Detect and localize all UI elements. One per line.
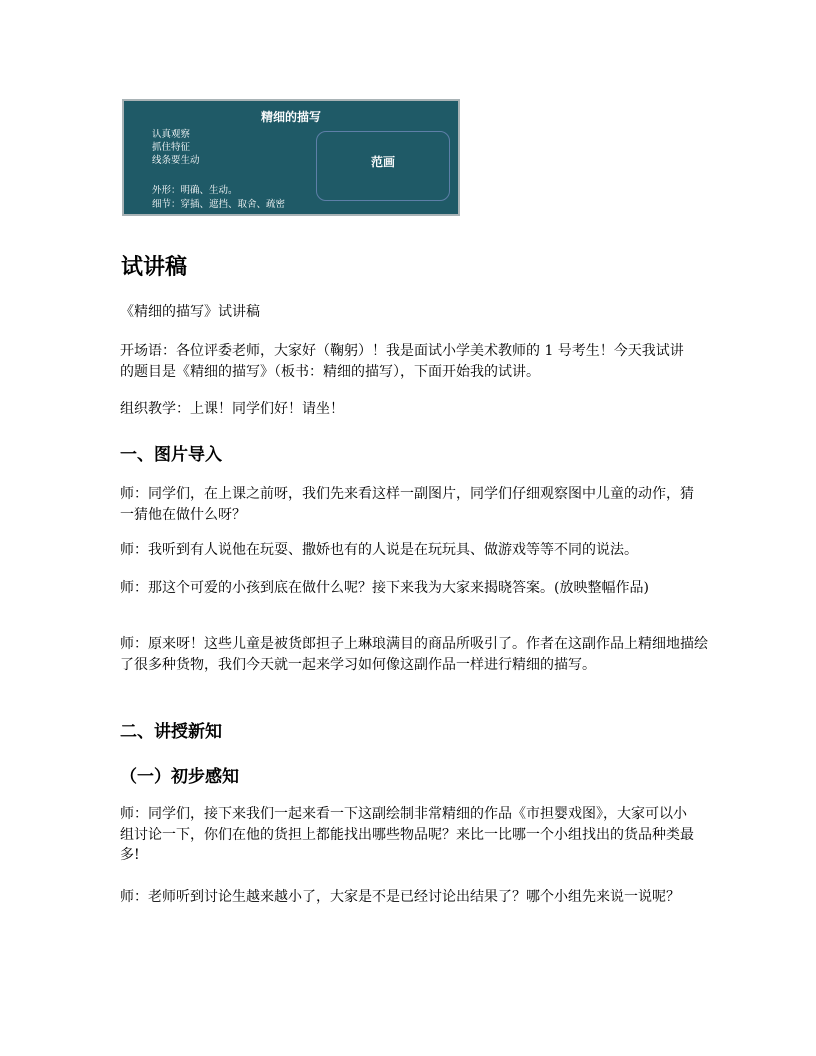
paragraph-4: 师：原来呀！这些儿童是被货郎担子上琳琅满目的商品所吸引了。作者在这副作品上精细地描绘了很多种货物，我们今天就一起来学习如何像这副作品一样进行精细的描写。 (120, 636, 708, 673)
board-title: 精细的描写 (260, 110, 321, 124)
board-line: 认真观察 (152, 129, 191, 140)
blackboard-image (122, 99, 460, 216)
document-title: 试讲稿 (121, 255, 188, 280)
paragraph-1: 师：同学们，在上课之前呀，我们先来看这样一副图片，同学们仔细观察图中儿童的动作，猜一猜他在做什么呀？ (120, 486, 694, 523)
section-heading-2: 二、讲授新知 (120, 722, 222, 742)
board-line: 线条要生动 (152, 155, 200, 166)
sample-drawing-frame (316, 131, 450, 201)
paragraph-6: 师：老师听到讨论生越来越小了，大家是不是已经讨论出结果了？哪个小组先来说一说呢？ (120, 889, 680, 905)
paragraph-5: 师：同学们，接下来我们一起来看一下这副绘制非常精细的作品《市担婴戏图》，大家可以小组讨论一下，你们在他的货担上都能找出哪些物品呢？来比一比哪一个小组找出的货品种类最多! (120, 806, 694, 863)
paragraph-3: 师：那这个可爱的小孩到底在做什么呢？接下来我为大家来揭晓答案。(放映整幅作品) (120, 580, 649, 596)
board-line: 细节：穿插、遮挡、取舍、疏密 (152, 199, 286, 210)
document-subtitle: 《精细的描写》试讲稿 (120, 304, 260, 320)
opening-paragraph: 开场语：各位评委老师，大家好（鞠躬）！我是面试小学美术教师的 1 号考生！今天我试讲的题目是《精细的描写》（板书：精细的描写），下面开始我的试讲。 (120, 343, 684, 380)
sample-drawing-label: 范画 (370, 155, 395, 169)
organize-paragraph: 组织教学：上课！同学们好！请坐！ (120, 401, 344, 417)
section-heading-1: 一、图片导入 (120, 445, 222, 465)
subsection-heading: （一）初步感知 (120, 767, 239, 787)
board-line: 抓住特征 (152, 142, 191, 153)
board-line: 外形：明确、生动。 (152, 185, 238, 196)
paragraph-2: 师：我听到有人说他在玩耍、撒娇也有的人说是在玩玩具、做游戏等等不同的说法。 (120, 542, 638, 558)
